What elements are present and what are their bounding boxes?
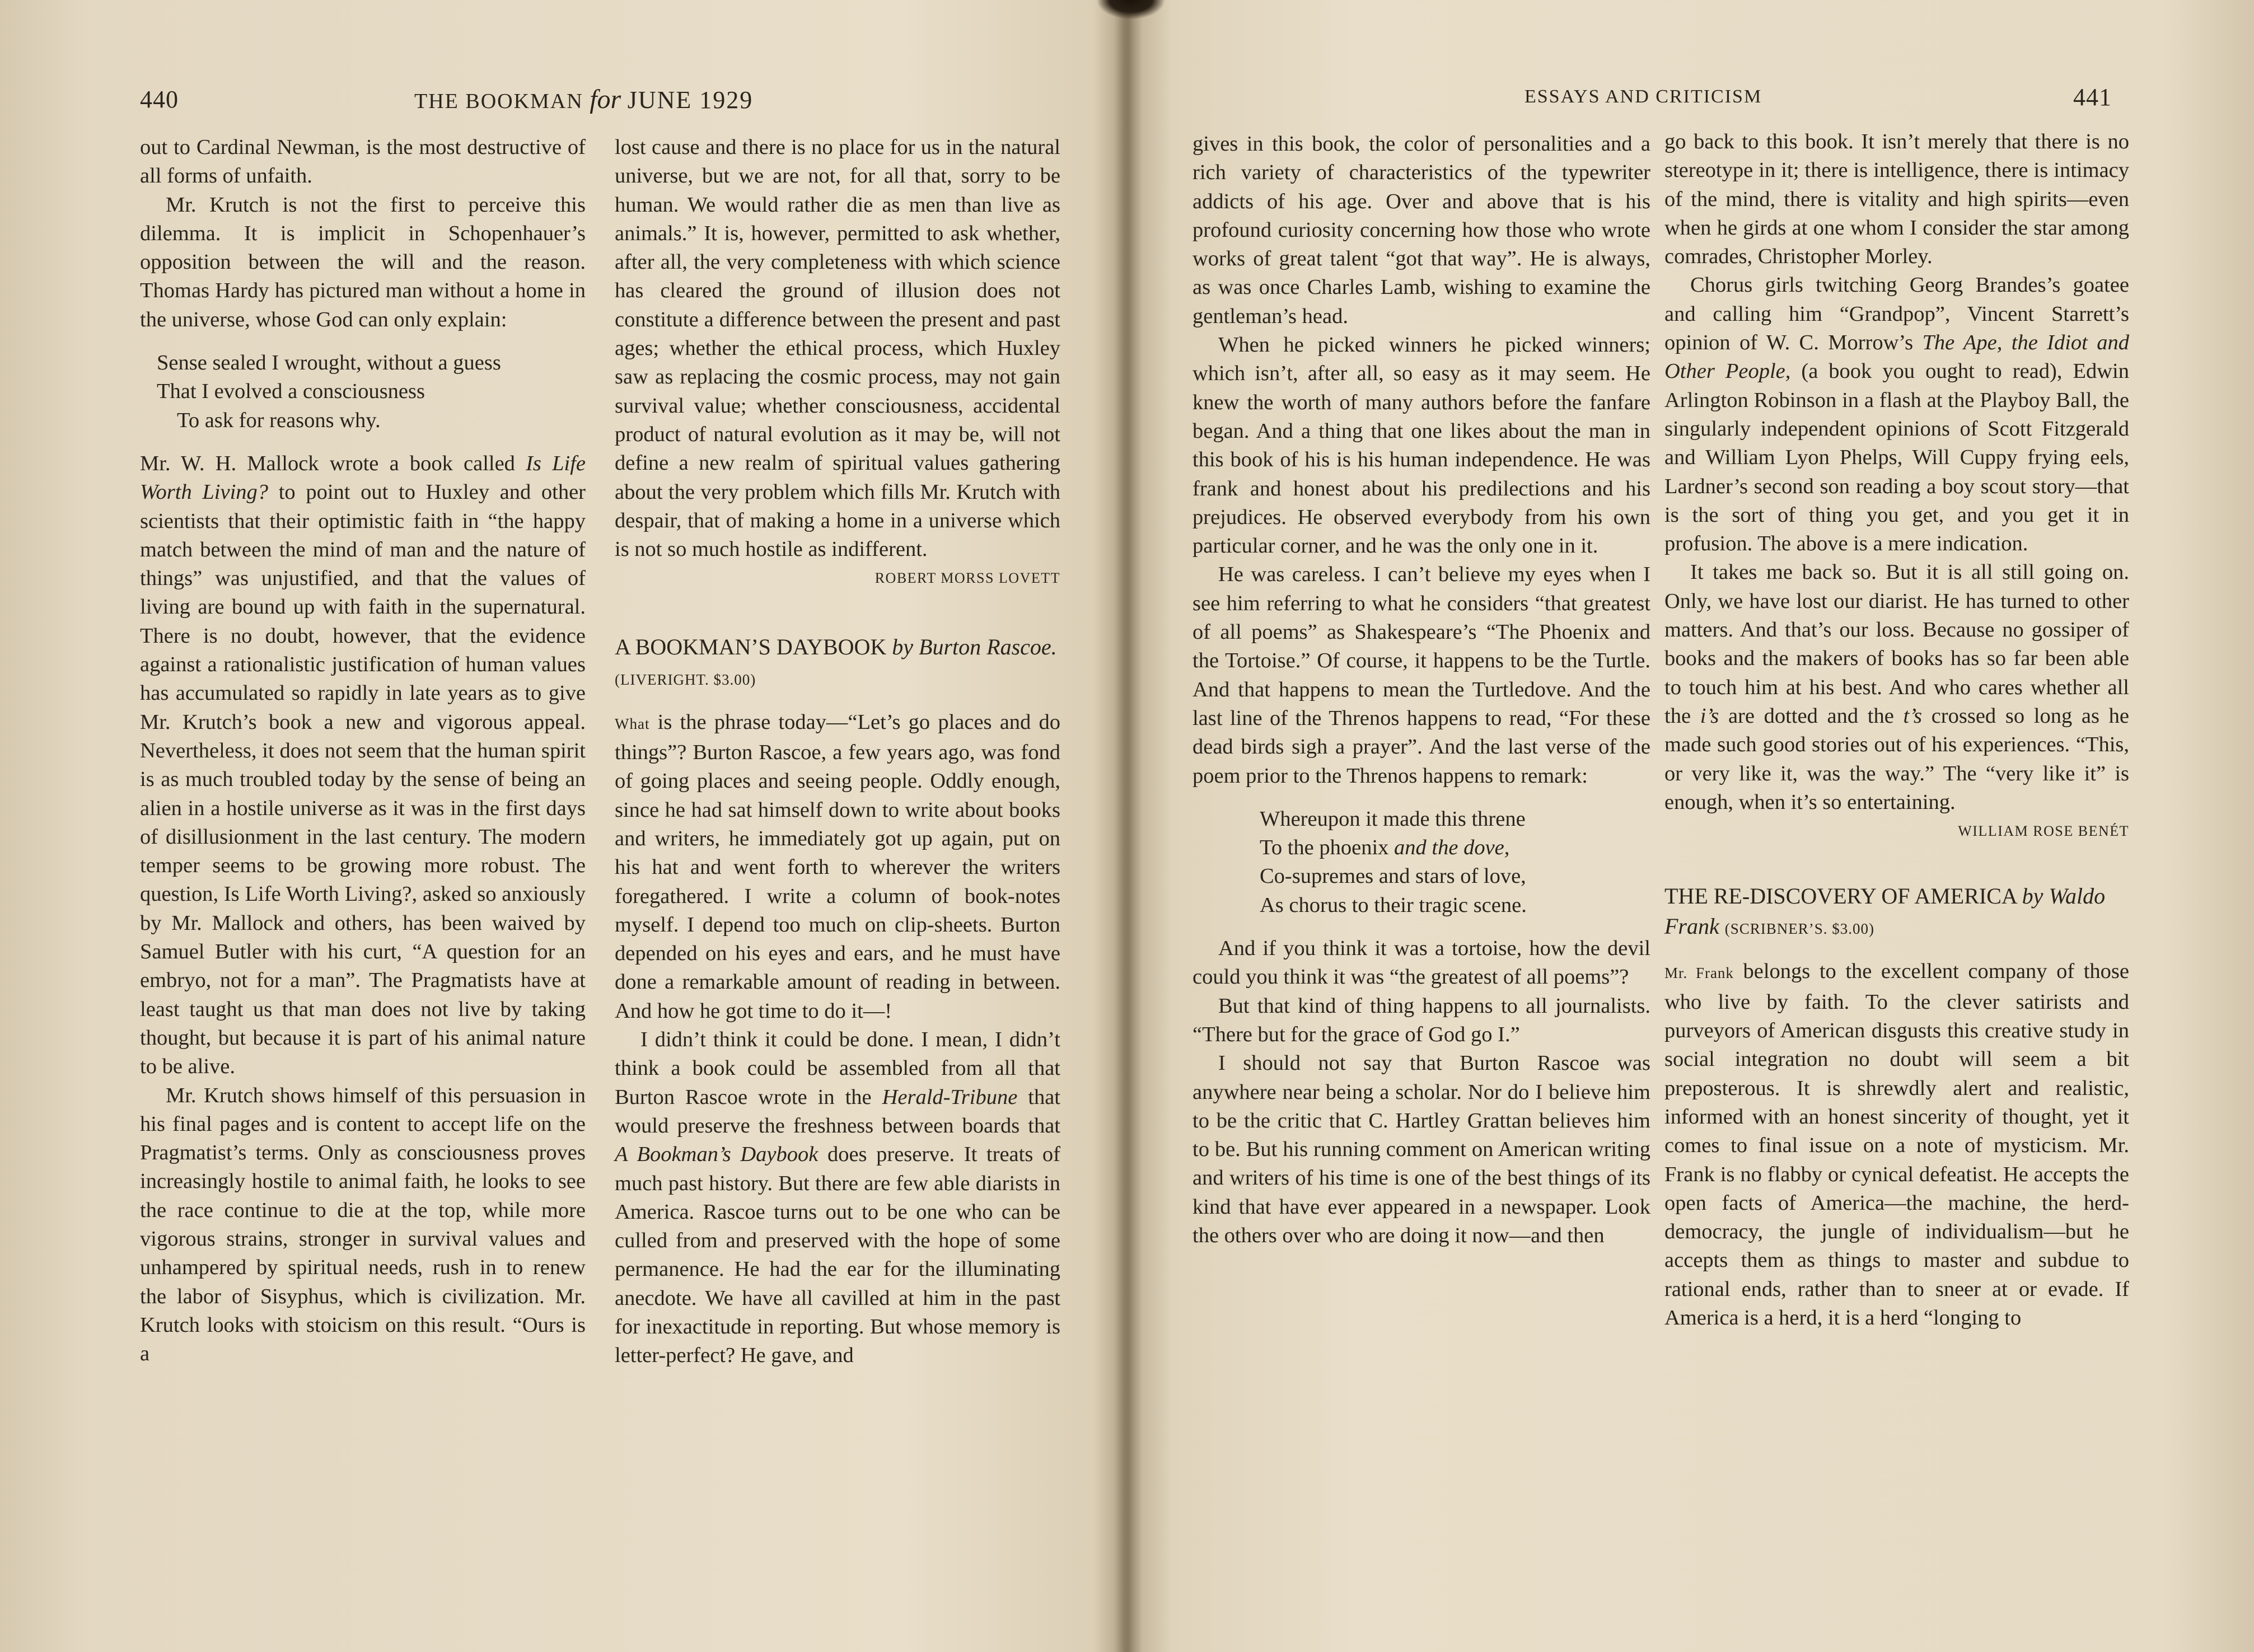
running-head-title: THE BOOKMAN [414, 90, 583, 113]
right-page-column-2 [1664, 128, 2129, 1332]
verse-quote [140, 349, 586, 435]
review-title: THE RE-DISCOVERY OF AMERICA [1664, 883, 2017, 909]
review-heading [615, 632, 1060, 695]
page-number-left: 440 [140, 86, 179, 113]
verse-quote [1193, 805, 1650, 920]
paragraph: I should not say that Burton Rascoe was anywhere near being a scholar. Nor do I believe him to be the critic that C. Hartley Grattan believes him to be. But his running comment on American writing and writers of his time is one of the best things of its kind that have ever appeared in a newspaper. Look the others over who are doing it now—and then [1193, 1051, 1650, 1247]
paragraph: Mr. W. H. Mallock wrote a book called Is Life Worth Living? to point out to Huxley and other scientists that their optimistic faith in “the happy match between the mind of man and the nature of things” was unjustified, and that the values of living are bound up with faith in the supernatural. There is no doubt, however, that the evidence against a rationalistic justification of human values has accumulated so rapidly in late years as to give Mr. Krutch’s book a new and vigorous appeal. Nevertheless, it does not seem that the human spirit is as much troubled today by the sense of being an alien in a hostile universe as it was in the first days of disillusionment in the last century. The modern temper seems to be growing more robust. The question, Is Life Worth Living?, asked so anxiously by Mr. Mallock and others, has been waived by Samuel Butler with his curt, “A question for an embryo, not for a man”. The Pragmatists have at least taught us that man does not live by taking thought, but because it is part of his animal nature to be alive. [140, 451, 586, 1079]
review-signature: WILLIAM ROSE BENÉT [1958, 823, 2129, 840]
paragraph: But that kind of thing happens to all journalists. “There but for the grace of God go I.” [1193, 994, 1650, 1046]
paragraph: Chorus girls twitching Georg Brandes’s goatee and calling him “Grandpop”, Vincent Starrett’s opinion of W. C. Morrow’s The Ape, the Idiot and Other People, (a book you ought to read), Edwin Arlington Robinson in a flash at the Playboy Ball, the singularly independent opinions of Scott Fitzgerald and William Lyon Phelps, Will Cuppy frying eels, Lardner’s second son reading a boy scout story—that is the sort of thing you get, and you get it in profusion. The above is a mere indication. [1664, 273, 2129, 556]
page-number-right: 441 [2073, 83, 2112, 111]
review-author: by Waldo Frank [1664, 883, 2106, 939]
paragraph: out to Cardinal Newman, is the most destructive of all forms of unfaith. [140, 135, 586, 188]
review-publisher: (LIVERIGHT. $3.00) [615, 671, 756, 688]
paragraph: What is the phrase today—“Let’s go places and do things”? Burton Rascoe, a few years ago, was fond of going places and seeing people. Oddly enough, since he had sat himself down to write about books and writers, he immediately got up again, put on his hat and went forth to wherever the writers foregathered. I write a column of book-notes myself. I depend too much on clip-sheets. Burton depended on his eyes and ears, and he must have done a remarkable amount of reading in between. And how he got time to do it—! [615, 710, 1060, 1023]
verse-line: To the phoenix and the dove, [1260, 836, 1510, 860]
paragraph: lost cause and there is no place for us in the natural universe, but we are not, for all that, sorry to be human. We would rather die as men than live as animals.” It is, however, permitted to ask whether, after all, the very completeness with which science has cleared the ground of illusion does not constitute a difference between the present and past ages; whether the ethical process, which Huxley saw as replacing the cosmic process, may not gain survival value; whether consciousness, accidental product of natural evolution as it may be, will not define a new realm of spiritual values gathering about the very problem which fills Mr. Krutch with despair, that of making a home in a universe which is not so much hostile as indifferent. [615, 135, 1060, 561]
paragraph: He was careless. I can’t believe my eyes when I see him referring to what he considers “that greatest of all poems” as Shakespeare’s “The Phoenix and the Tortoise.” Of course, it happens to be the Turtle. And that happens to mean the Turtledove. And the last line of the Threnos happens to read, “For these dead birds sigh a prayer”. And the last verse of the poem prior to the Threnos happens to remark: [1193, 563, 1650, 788]
paragraph: gives in this book, the color of personalities and a rich variety of characteristics of the typewriter addicts of his age. Over and above that is his profound curiosity concerning how those who wrote works of great talent “got that way”. He is always, as was once Charles Lamb, wishing to examine the gentleman’s head. [1193, 132, 1650, 328]
review-heading [1664, 881, 2129, 944]
right-page [1127, 0, 2254, 1652]
verse-line: Sense sealed I wrought, without a guess [157, 351, 501, 375]
lead-word: Mr. Frank [1664, 965, 1734, 982]
book-title: The Ape, the Idiot and Other People, [1664, 331, 2129, 383]
book-title: A Bookman’s Daybook [615, 1143, 819, 1167]
paragraph: Mr. Krutch is not the first to perceive this dilemma. It is implicit in Schopenhauer’s opposition between the will and the reason. Thomas Hardy has pictured man without a home in the universe, whose God can only explain: [140, 193, 586, 331]
running-head-left [414, 84, 753, 115]
paragraph: go back to this book. It isn’t merely that there is no stereotype in it; there is intelligence, there is intimacy of the mind, there is vitality and high spirits—even when he girds at one whom I consider the star among comrades, Christopher Morley. [1664, 130, 2129, 269]
review-signature: ROBERT MORSS LOVETT [875, 570, 1060, 587]
review-publisher: (SCRIBNER’S. $3.00) [1724, 920, 1875, 938]
running-head-for: for [590, 85, 621, 114]
book-title: Is Life Worth Living? [140, 451, 586, 504]
verse-line: To ask for reasons why. [177, 408, 381, 432]
paragraph: Mr. Frank belongs to the excellent company of those who live by faith. To the clever satirists and purveyors of American disgusts this creative study in social integration no doubt will seem a bit preposterous. It is shrewdly alert and realistic, informed with an honest sincerity of thought, yet it comes to final issue on a note of mysticism. Mr. Frank is no flabby or cynical defeatist. He accepts the open facts of America—the machine, the herd-democracy, the jungle of individualism—but he accepts them as things to master and subdue to rational ends, rather than to sneer at or evade. If America is a herd, it is a herd “longing to [1664, 960, 2129, 1330]
paragraph: When he picked winners he picked winners; which isn’t, after all, so easy as it may seem. He knew the worth of many authors before the fanfare began. And a thing that one likes about the man in this book of his is his human independence. He was frank and honest about his predilections and his prejudices. He observed everybody from his own particular corner, and he was the only one in it. [1193, 333, 1650, 558]
review-title: A BOOKMAN’S DAYBOOK [615, 634, 887, 659]
lead-word: What [615, 715, 650, 732]
left-page-column-1 [140, 133, 586, 1368]
newspaper-title: Herald-Tribune [882, 1085, 1018, 1109]
review-author: by Burton Rascoe. [892, 634, 1057, 659]
paragraph: And if you think it was a tortoise, how the devil could you think it was “the greatest of all poems”? [1193, 937, 1650, 989]
paragraph: I didn’t think it could be done. I mean, I didn’t think a book could be assembled from all that Burton Rascoe wrote in the Herald-Tribune that would preserve the freshness between boards that A Bookman’s Daybook does preserve. It treats of much past history. But there are few able diarists in America. Rascoe turns out to be one who can be culled from and preserved with the hope of some permanence. He had the ear for the illuminating anecdote. We have all cavilled at him in the past for inexactitude in reporting. But whose memory is letter-perfect? He gave, and [615, 1028, 1060, 1368]
right-page-column-1 [1193, 130, 1650, 1250]
paragraph: It takes me back so. But it is all still going on. Only, we have lost our diarist. He has turned to other matters. And that’s our loss. Because no gossiper of books and the makers of books has so far been able to touch him at his best. And who cares whether all the i’s are dotted and the t’s crossed so long as he made such good stories out of his experiences. “This, or very like it, was the way.” The “very like it” is enough, when it’s so entertaining. [1664, 560, 2129, 814]
verse-line: As chorus to their tragic scene. [1260, 893, 1527, 917]
running-head-right: ESSAYS AND CRITICISM [1525, 86, 1762, 107]
verse-line: That I evolved a consciousness [157, 380, 425, 404]
left-page-column-2 [615, 133, 1060, 1370]
verse-line: Whereupon it made this threne [1260, 807, 1526, 831]
verse-line: Co-supremes and stars of love, [1260, 864, 1526, 888]
paragraph: Mr. Krutch shows himself of this persuasion in his final pages and is content to accept life on the Pragmatist’s terms. Only as consciousness proves increasingly hostile to animal faith, he looks to see the race continue to die at the top, while more vigorous strains, stronger in survival values and unhampered by spiritual needs, rush in to renew the labor of Sisyphus, which is civilization. Mr. Krutch looks with stoicism on this result. “Ours is a [140, 1083, 586, 1366]
running-head-issue: JUNE 1929 [627, 86, 754, 114]
